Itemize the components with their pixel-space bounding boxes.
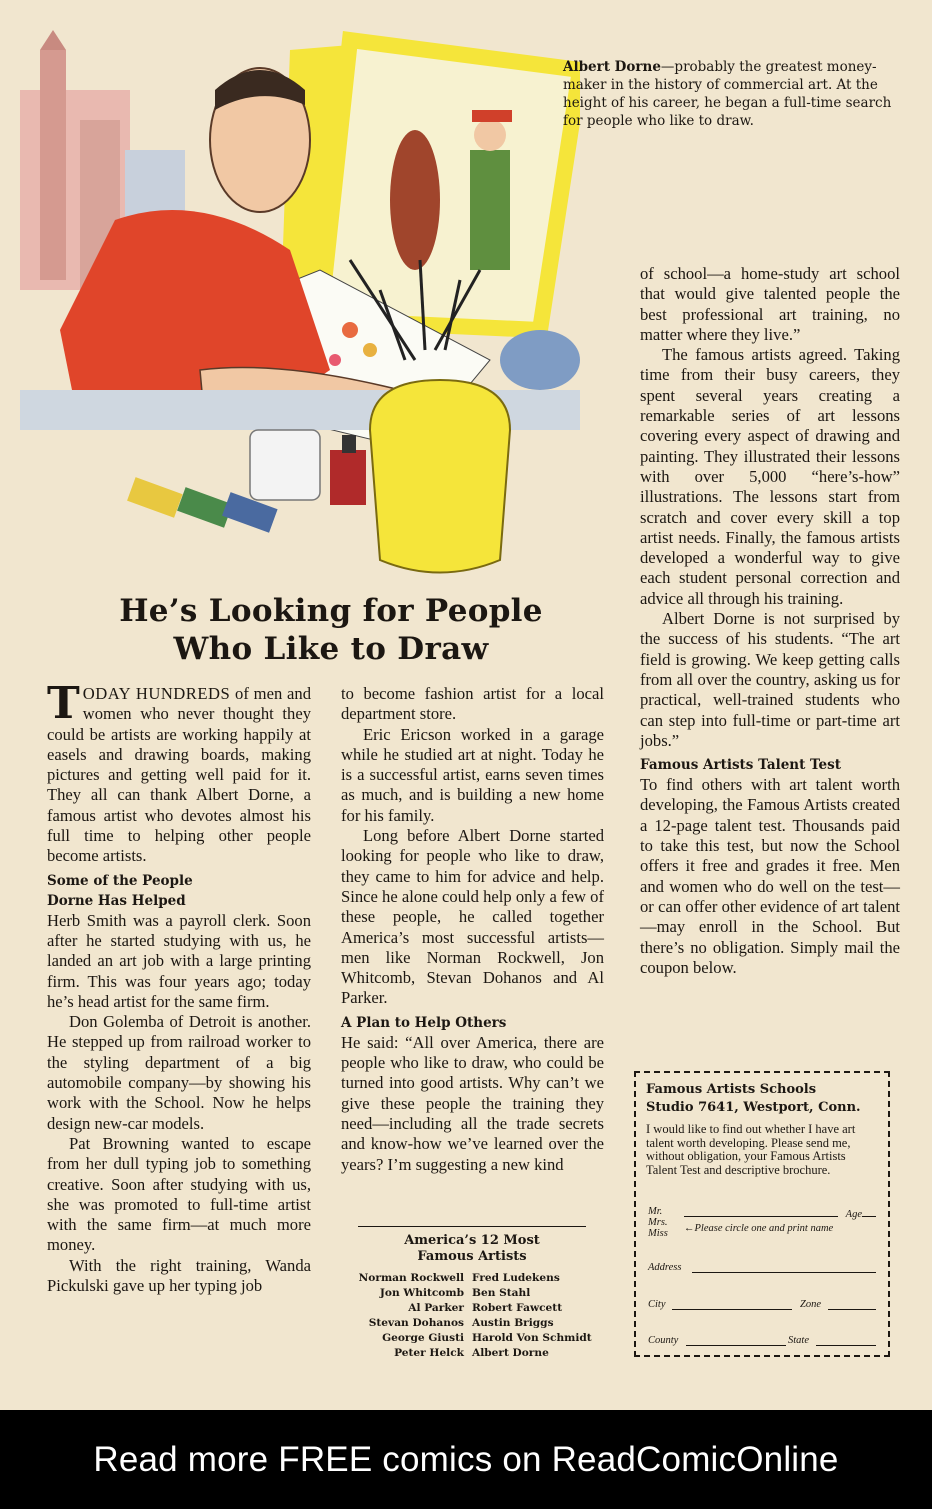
paragraph-school: of school—a home-study art school that would give talented people the best professional art training, no matter where they live.”	[640, 264, 900, 344]
drop-cap: T	[47, 678, 80, 729]
circle-note: ←Please circle one and print name	[684, 1223, 834, 1234]
intro-text: of men and women who never thought they could be artists are working happily at easels and drawing boards, making pictures and getting well paid for it. They all can thank Albert Dorne, a famous artist who devotes almost his full time to helping other people become artists.	[47, 684, 312, 866]
paragraph-eric-ericson: Eric Ericson worked in a garage while he studied art at night. Today he is a successful artist, earns seven times as much, and is building a new home for his family.	[341, 724, 604, 825]
article-column-3	[640, 264, 900, 978]
caption-name: Albert Dorne	[563, 59, 661, 75]
albert-dorne-illustration	[20, 30, 580, 590]
section-heading-plan: A Plan to Help Others	[341, 1014, 507, 1031]
age-field[interactable]	[862, 1216, 876, 1217]
headline-line-1: He’s Looking for People	[119, 593, 543, 629]
article-column-1	[47, 678, 312, 1296]
paragraph-wanda: With the right training, Wanda Pickulski gave up her typing job	[47, 1255, 311, 1296]
paragraph-wanda-cont: to become fashion artist for a local department store.	[341, 684, 604, 724]
paragraph-don-golemba: Don Golemba of Detroit is another. He stepped up from railroad worker to the styling department of a big automobile company—by showing his work with the School. Now he helps design new-car models.	[47, 1012, 311, 1133]
famous-artists-list	[338, 1226, 606, 1361]
artist-row: Norman Rockwell Fred Ludekens	[358, 1272, 560, 1284]
caption-text: —probably the greatest money-maker in the history of commercial art. At the height of his career, he began a full-time search for people who like to draw.	[563, 59, 892, 129]
title-mrs[interactable]: Mrs.	[648, 1217, 668, 1228]
zone-label: Zone	[800, 1299, 821, 1310]
city-zone-field[interactable]	[648, 1299, 876, 1311]
artist-row: Peter Helck Albert Dorne	[394, 1347, 549, 1359]
artist-row: Stevan Dohanos Austin Briggs	[368, 1317, 554, 1329]
section-heading-talent-test: Famous Artists Talent Test	[640, 757, 841, 774]
brush-jar	[370, 380, 510, 573]
city-label: City	[648, 1299, 666, 1310]
age-label: Age	[845, 1209, 862, 1220]
lead-caps: ODAY HUNDREDS	[82, 684, 231, 703]
headline-line-2: Who Like to Draw	[173, 631, 489, 667]
artist-row: George Giusti Harold Von Schmidt	[382, 1332, 592, 1344]
coupon-studio: Studio 7641, Westport, Conn.	[646, 1100, 861, 1115]
title-miss[interactable]: Miss	[648, 1228, 668, 1239]
footer-banner[interactable]	[0, 1410, 932, 1509]
painted-farmer	[470, 150, 510, 270]
illustration-caption	[563, 58, 893, 130]
article-column-2	[341, 684, 604, 1175]
artists-title-1: America’s 12 Most	[404, 1233, 540, 1248]
paragraph-he-said: He said: “All over America, there are people who like to draw, who could be turned into good artists. Why can’t we give these people the training they need—including all the trade secrets and know-how we’ve learned over the years? I’m suggesting a new kind	[341, 1032, 604, 1174]
artist-row: Al Parker Robert Fawcett	[408, 1302, 563, 1314]
county-label: County	[648, 1335, 679, 1346]
coupon-school: Famous Artists Schools	[646, 1082, 817, 1097]
name-field[interactable]	[648, 1206, 876, 1244]
mail-coupon[interactable]	[634, 1071, 890, 1357]
state-label: State	[788, 1335, 809, 1346]
page-title	[96, 592, 566, 668]
coupon-text: I would like to find out whether I have art talent worth developing. Please send me, without obligation, your Famous Artists Talent Test and descriptive brochure.	[646, 1122, 856, 1177]
paragraph-herb-smith: Herb Smith was a payroll clerk. Soon after he started studying with us, he landed an art job with a large printing firm. This was four years ago; today he’s head artist for the same firm.	[47, 910, 311, 1011]
address-field[interactable]: Address	[648, 1262, 876, 1274]
county-state-field[interactable]	[648, 1335, 876, 1347]
section-heading-helped: Some of the People Dorne Has Helped	[47, 872, 193, 909]
title-mr[interactable]: Mr.	[648, 1206, 663, 1217]
paragraph-talent-test: To find others with art talent worth developing, the Famous Artists created a 12-page talent test. Thousands paid to take this test, but now the School offers it free and grades it free. Men and women who do well on the test—or can offer other evidence of art talent—may enroll in the School. But there’s no obligation. Simply mail the coupon below.	[640, 775, 900, 977]
paragraph-artists-agreed: The famous artists agreed. Taking time from their busy careers, they spent several years creating a remarkable series of art lessons covering every aspect of drawing and painting. They illustrated their lessons with over 5,000 “here’s-how” illustrations. The lessons start from scratch and cover every skill a top artist needs. Finally, the famous artists developed a wonderful way to give each student personal correction and advice all through his training.	[640, 345, 900, 608]
artists-table	[338, 1271, 606, 1361]
artist-row: Jon Whitcomb Ben Stahl	[379, 1287, 531, 1299]
painted-woman	[390, 130, 440, 270]
footer-link-text[interactable]: Read more FREE comics on ReadComicOnline	[93, 1440, 839, 1479]
paragraph-pat-browning: Pat Browning wanted to escape from her dull typing job to something creative. Soon after studying with us, she was promoted to full-time artist with the same firm—at much more money.	[47, 1133, 311, 1255]
paragraph-long-before: Long before Albert Dorne started looking for people who like to draw, they came to him for advice and help. Since he alone could help only a few of these people, he called together America’s most successful artists—men like Norman Rockwell, Jon Whitcomb, Stevan Dohanos and Al Parker.	[341, 826, 604, 1008]
intro-paragraph	[47, 678, 312, 867]
artists-title-2: Famous Artists	[417, 1249, 527, 1264]
paragraph-not-surprised: Albert Dorne is not surprised by the success of his students. “The art field is growing. We keep getting calls from all over the country, asking us for practical, well-trained students who can step into full-time or part-time art jobs.”	[640, 609, 900, 750]
